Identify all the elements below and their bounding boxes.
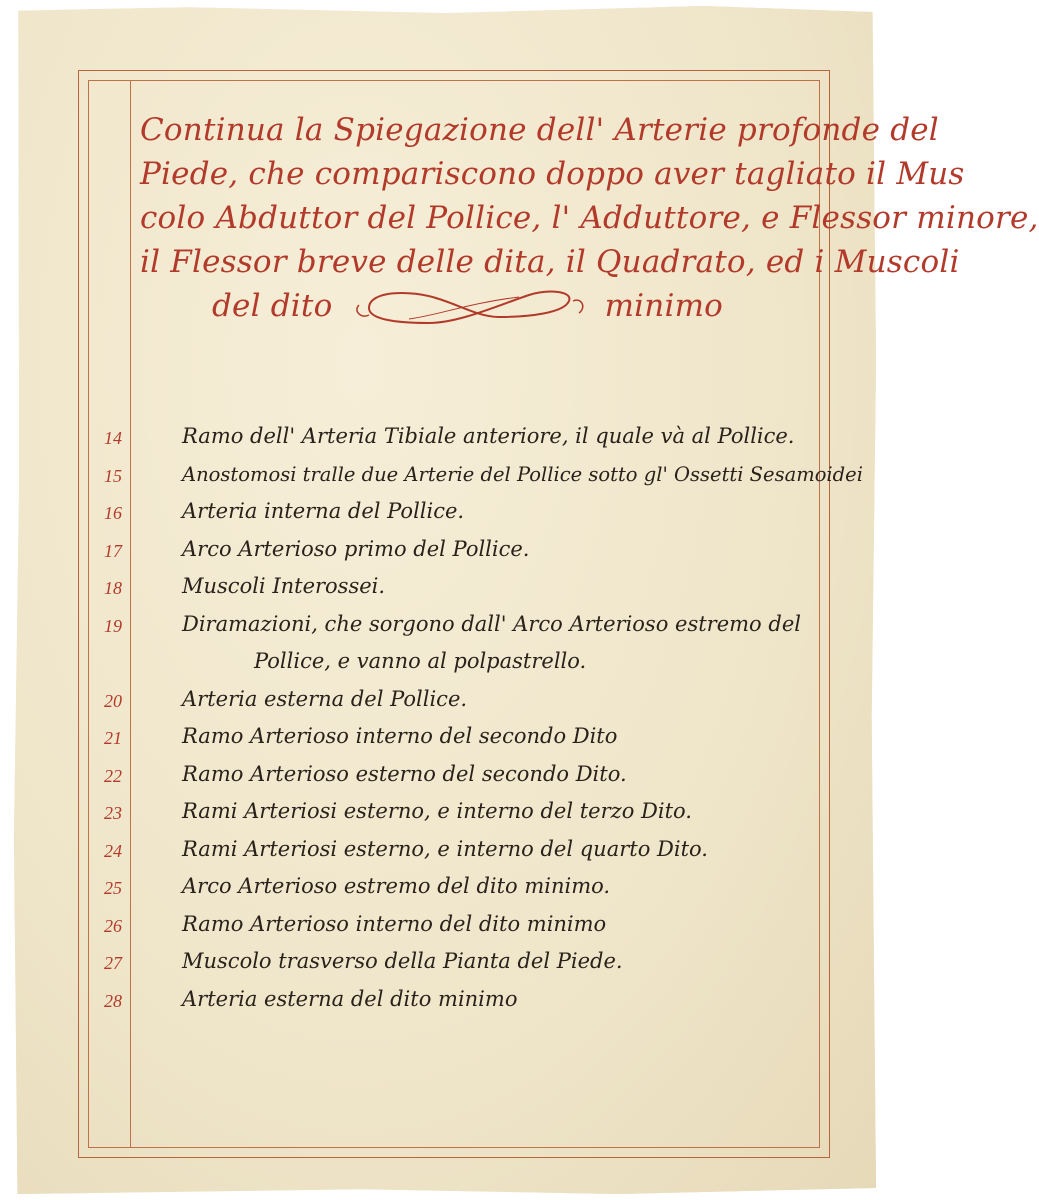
list-item [92, 943, 822, 981]
item-number: 18 [104, 578, 122, 598]
legend-list [92, 418, 863, 1018]
item-number: 28 [104, 990, 122, 1011]
item-text: Anostomosi tralle due Arterie del Pollice sotto gl' Ossetti Sesamoidei [182, 462, 863, 486]
list-item [92, 906, 822, 944]
title-last-line [140, 284, 820, 331]
item-text: Rami Arteriosi esterno, e interno del terzo Dito. [182, 799, 692, 823]
item-text: Arco Arterioso estremo del dito minimo. [182, 874, 611, 898]
item-text: Muscolo trasverso della Pianta del Piede. [182, 949, 623, 973]
list-item [92, 456, 863, 494]
list-item [92, 756, 822, 794]
item-number: 22 [104, 765, 122, 786]
item-number: 26 [104, 915, 122, 936]
item-number: 23 [104, 803, 122, 823]
item-text: Arteria esterna del dito minimo [182, 986, 518, 1011]
item-number: 21 [104, 728, 122, 748]
list-item [92, 793, 822, 831]
item-text: Arteria esterna del Pollice. [182, 686, 468, 711]
item-number: 27 [104, 953, 122, 973]
list-item [92, 981, 822, 1019]
title-line: Piede, che compariscono doppo aver tagliato il Mus [140, 156, 965, 192]
item-number: 25 [104, 878, 122, 898]
item-number: 15 [104, 465, 122, 486]
list-item [92, 718, 822, 756]
list-item [92, 606, 822, 681]
item-number: 17 [104, 540, 122, 561]
list-item [92, 868, 822, 906]
item-text: Muscoli Interossei. [182, 574, 386, 598]
item-text: Arco Arterioso primo del Pollice. [182, 536, 530, 561]
list-item [92, 418, 822, 456]
item-text: Ramo dell' Arteria Tibiale anteriore, il quale và al Pollice. [182, 424, 795, 448]
title-last-right: minimo [604, 288, 724, 324]
item-text: Ramo Arterioso interno del dito minimo [182, 911, 607, 936]
item-number: 14 [104, 428, 122, 448]
item-text: Ramo Arterioso esterno del secondo Dito. [182, 761, 627, 786]
title-line: Continua la Spiegazione dell' Arterie profonde del [140, 112, 939, 148]
title-line: colo Abduttor del Pollice, l' Adduttore, e Flessor minore, [140, 200, 1039, 236]
list-item [92, 568, 822, 606]
list-item [92, 831, 822, 869]
list-item [92, 681, 822, 719]
item-text [182, 606, 822, 680]
item-text-line: Diramazioni, che sorgono dall' Arco Arterioso estremo del [182, 611, 801, 636]
item-number: 24 [104, 840, 122, 861]
list-item [92, 493, 822, 531]
item-text: Arteria interna del Pollice. [182, 499, 465, 523]
item-text-continuation: Pollice, e vanno al polpastrello. [254, 648, 587, 673]
item-text: Ramo Arterioso interno del secondo Dito [182, 724, 618, 748]
item-number: 19 [104, 615, 122, 636]
item-text: Rami Arteriosi esterno, e interno del quarto Dito. [182, 836, 708, 861]
list-item [92, 531, 822, 569]
item-number: 20 [104, 690, 122, 711]
title-last-left: del dito [212, 288, 333, 324]
page-title [140, 108, 1039, 331]
title-line: il Flessor breve delle dita, il Quadrato, ed i Muscoli [140, 244, 960, 280]
calligraphic-flourish-icon [349, 285, 589, 331]
item-number: 16 [104, 503, 122, 523]
